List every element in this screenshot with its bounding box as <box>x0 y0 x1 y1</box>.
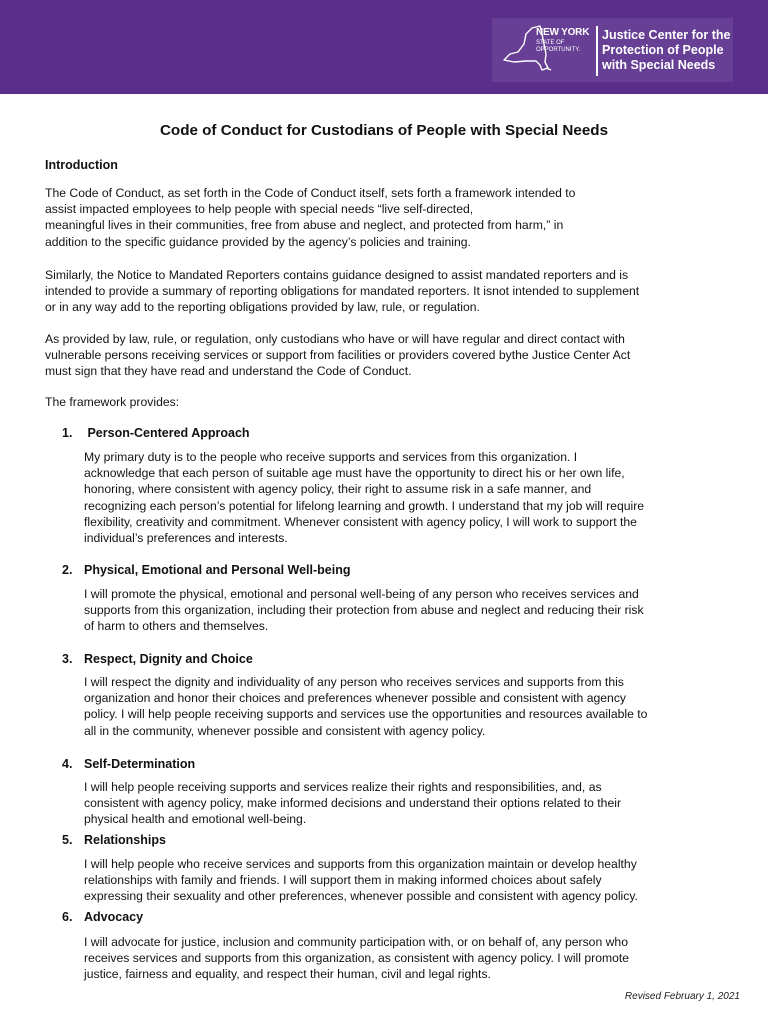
item-line: expressing their sexuality and other preferences, whenever possible and consistent with agency policy. <box>84 889 638 904</box>
item-title: Respect, Dignity and Choice <box>84 652 253 666</box>
item-body-respect-dignity <box>84 674 647 739</box>
paragraph-line: assist impacted employees to help people with special needs “live self-directed, <box>45 202 474 217</box>
revision-date: Revised February 1, 2021 <box>624 991 740 1002</box>
item-title: Self-Determination <box>84 757 196 771</box>
item-body-self-determination <box>84 779 621 828</box>
item-number: 1. <box>62 426 73 440</box>
intro-paragraph-3 <box>45 331 630 380</box>
item-number: 2. <box>62 563 73 577</box>
item-heading-advocacy <box>62 910 143 924</box>
item-number: 4. <box>62 757 73 771</box>
item-heading-relationships <box>62 833 166 847</box>
paragraph-line: meaningful lives in their communities, free from abuse and neglect, and protected from harm,” in <box>45 218 564 233</box>
justice-center-logo <box>492 18 733 82</box>
agency-name-line: Justice Center for the <box>602 28 731 42</box>
item-line: My primary duty is to the people who receive supports and services from this organization. I <box>84 450 578 464</box>
item-line: I will respect the dignity and individuality of any person who receives services and supports from this <box>84 675 624 689</box>
item-line: justice, fairness and equality, and respect their human, civil and legal rights. <box>84 967 491 982</box>
state-line-3: OPPORTUNITY. <box>536 47 581 53</box>
intro-paragraph-2 <box>45 267 639 316</box>
paragraph-line: As provided by law, rule, or regulation, only custodians who have or will have regular and direct contact with <box>45 332 625 346</box>
introduction-heading: Introduction <box>45 158 118 172</box>
item-line: supports from this organization, including their protection from abuse and neglect and reducing their risk <box>84 603 644 618</box>
state-line-2: STATE OF <box>536 40 565 46</box>
paragraph-line: The Code of Conduct, as set forth in the Code of Conduct itself, sets forth a framework intended to <box>45 186 576 200</box>
state-name: NEW YORK <box>536 27 590 38</box>
item-line: I will advocate for justice, inclusion and community participation with, or on behalf of, any person who <box>84 935 628 949</box>
paragraph-line: addition to the specific guidance provided by the agency’s policies and training. <box>45 234 471 249</box>
item-line: of harm to others and themselves. <box>84 619 269 634</box>
item-line: all in the community, whenever possible and consistent with agency policy. <box>84 723 486 738</box>
item-line: I will help people receiving supports and services realize their rights and responsibilities, and, as <box>84 780 602 794</box>
framework-lead-in <box>45 394 179 410</box>
item-line: acknowledge that each person of suitable age must have the opportunity to direct his or her own life, <box>84 466 625 481</box>
item-number: 5. <box>62 833 73 847</box>
item-line: relationships with family and friends. I will support them in making informed choices about safely <box>84 873 602 888</box>
item-line: organization and honor their choices and preferences whenever possible and consistent with agency <box>84 691 627 706</box>
paragraph-line: must sign that they have read and understand the Code of Conduct. <box>45 364 412 379</box>
item-title: Advocacy <box>84 910 144 924</box>
item-body-advocacy <box>84 934 629 983</box>
item-heading-person-centered <box>62 426 250 440</box>
item-line: I will promote the physical, emotional and personal well-being of any person who receives services and <box>84 587 639 601</box>
item-line: individual’s preferences and interests. <box>84 531 288 546</box>
item-line: flexibility, creativity and commitment. Whenever consistent with agency policy, I will work to support the <box>84 514 637 529</box>
item-line: recognizing each person’s potential for lifelong learning and growth. I understand that my job will require <box>84 498 645 513</box>
item-line: policy. I will help people receiving supports and services use the opportunities and resources available to <box>84 707 648 722</box>
item-title: Physical, Emotional and Personal Well-being <box>84 563 351 577</box>
item-line: receives services and supports from this organization, as consistent with agency policy. I will promote <box>84 951 630 966</box>
paragraph-line: The framework provides: <box>45 395 180 409</box>
paragraph-line: or in any way add to the reporting obligations provided by law, rule, or regulation. <box>45 300 480 315</box>
item-title: Person-Centered Approach <box>84 426 250 440</box>
item-heading-self-determination <box>62 757 195 771</box>
document-title: Code of Conduct for Custodians of People with Special Needs <box>159 122 609 139</box>
item-heading-respect-dignity <box>62 652 253 666</box>
paragraph-line: intended to provide a summary of reporting obligations for mandated reporters. It isnot intended to supplement <box>45 284 640 299</box>
item-line: physical health and emotional well-being. <box>84 812 307 827</box>
paragraph-line: Similarly, the Notice to Mandated Reporters contains guidance designed to assist mandated reporters and is <box>45 268 629 282</box>
item-line: honoring, where consistent with agency policy, their right to assume risk in a safe manner, and <box>84 482 592 497</box>
intro-paragraph-1 <box>45 185 575 250</box>
item-body-relationships <box>84 856 638 905</box>
item-body-well-being <box>84 586 644 635</box>
item-number: 3. <box>62 652 73 666</box>
item-body-person-centered <box>84 449 644 546</box>
item-title: Relationships <box>84 833 166 847</box>
agency-name-line: with Special Needs <box>602 58 716 72</box>
header-banner <box>0 0 768 94</box>
logo-divider <box>596 26 598 76</box>
item-line: consistent with agency policy, make informed decisions and understand their options related to their <box>84 796 621 811</box>
agency-name <box>602 28 731 73</box>
paragraph-line: vulnerable persons receiving services or support from facilities or providers covered bythe Justice Center Act <box>45 348 631 363</box>
item-number: 6. <box>62 910 73 924</box>
new-york-wordmark <box>536 28 589 53</box>
item-heading-well-being <box>62 563 351 577</box>
agency-name-line: Protection of People <box>602 43 724 57</box>
item-line: I will help people who receive services and supports from this organization maintain or develop healthy <box>84 857 637 871</box>
